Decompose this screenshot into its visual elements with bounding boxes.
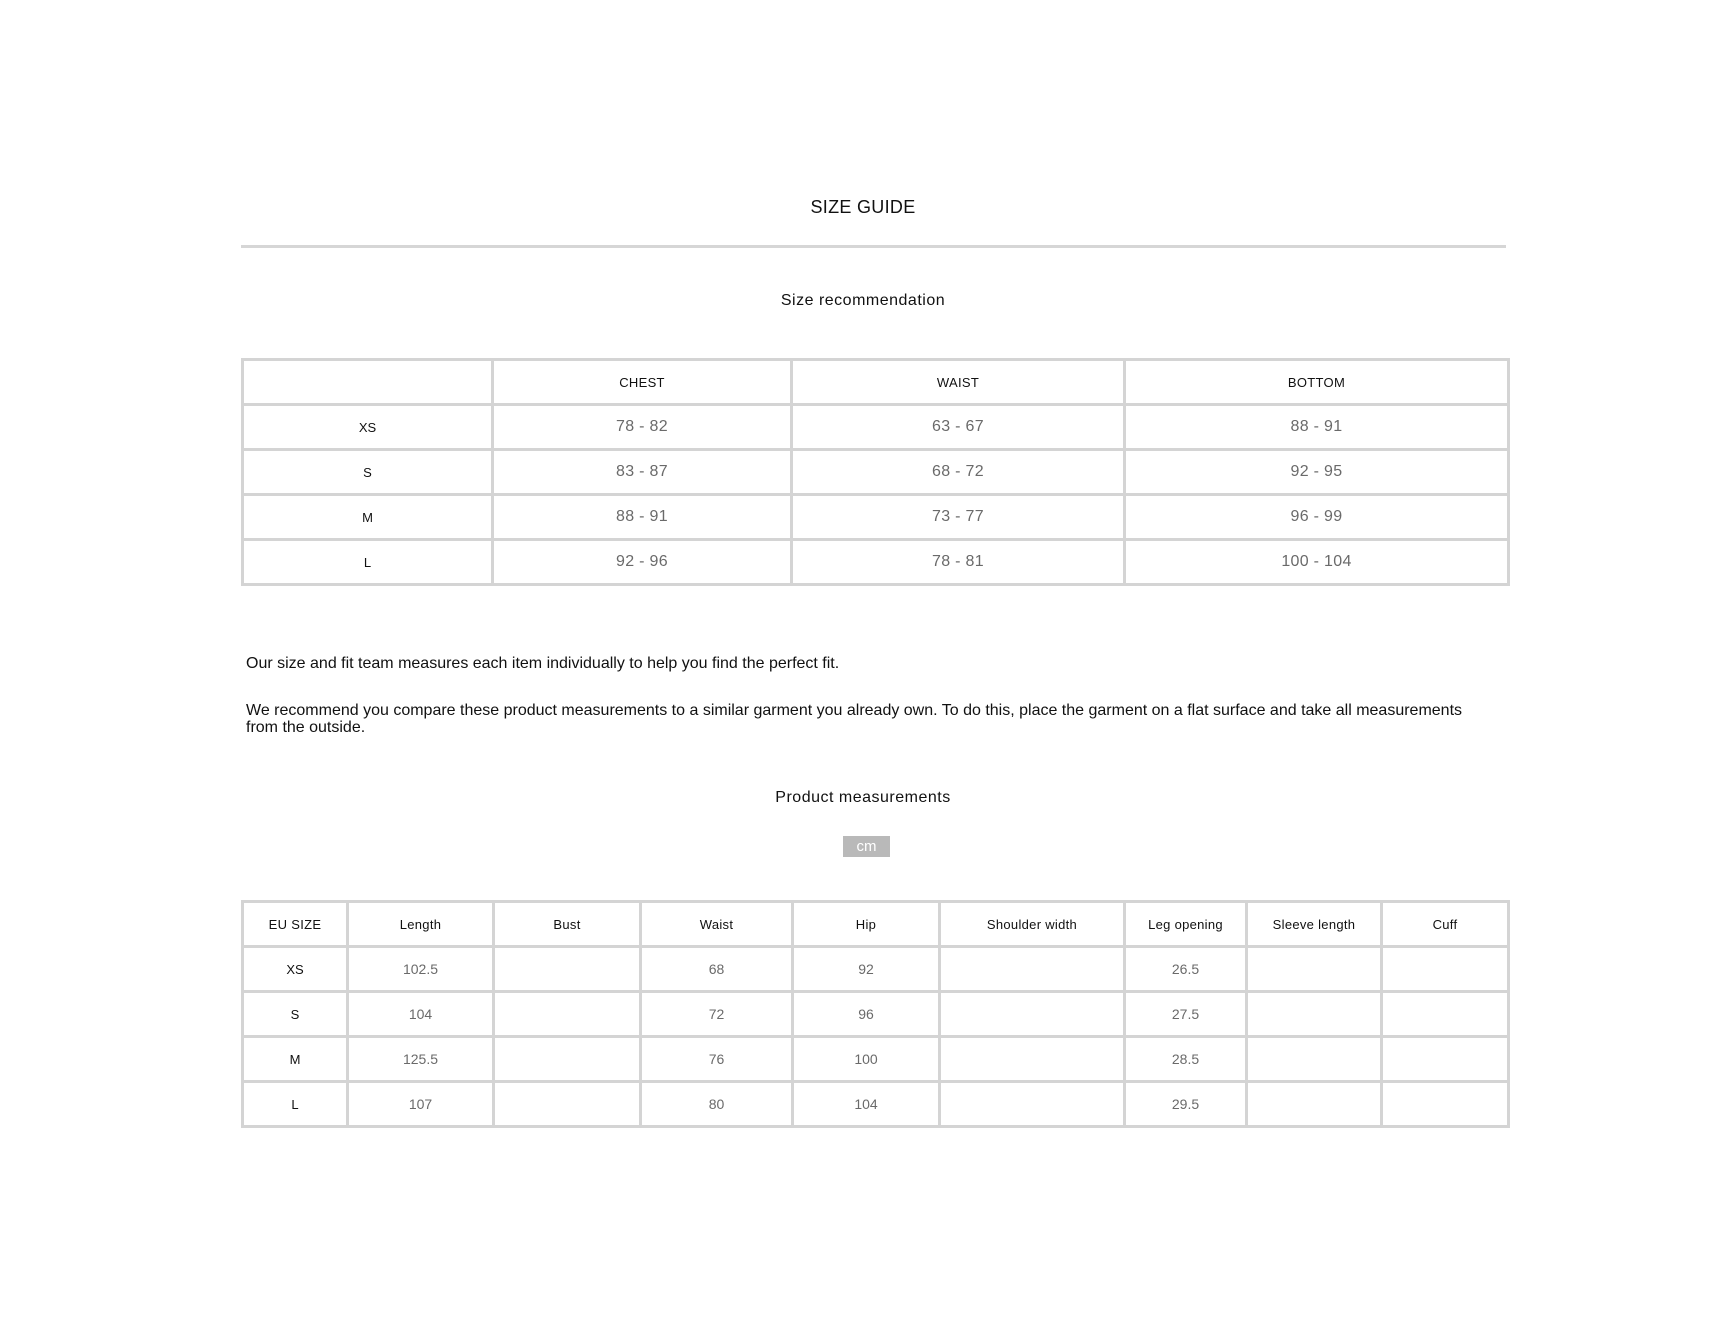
waist-value: 63 - 67 [792,405,1125,450]
bust-value [494,1037,641,1082]
length-value: 102.5 [348,947,494,992]
chest-value: 88 - 91 [493,495,792,540]
column-header-eu-size: EU SIZE [243,902,348,947]
waist-value: 76 [641,1037,793,1082]
leg-opening-value: 28.5 [1125,1037,1247,1082]
column-header-shoulder-width: Shoulder width [940,902,1125,947]
table-row [243,405,1509,450]
chest-value: 83 - 87 [493,450,792,495]
title-divider [241,245,1506,248]
table-header-row [243,902,1509,947]
size-label: S [243,450,493,495]
column-header-leg-opening: Leg opening [1125,902,1247,947]
unit-toggle-cm[interactable]: cm [843,836,890,857]
sleeve-value [1247,947,1382,992]
column-header [243,360,493,405]
column-header-sleeve-length: Sleeve length [1247,902,1382,947]
shoulder-value [940,1037,1125,1082]
size-label: L [243,1082,348,1127]
table-row [243,947,1509,992]
waist-value: 78 - 81 [792,540,1125,585]
column-header-length: Length [348,902,494,947]
leg-opening-value: 29.5 [1125,1082,1247,1127]
bottom-value: 100 - 104 [1125,540,1509,585]
waist-value: 72 [641,992,793,1037]
bottom-value: 88 - 91 [1125,405,1509,450]
size-label: XS [243,405,493,450]
sleeve-value [1247,992,1382,1037]
table-row [243,495,1509,540]
column-header-bottom: BOTTOM [1125,360,1509,405]
waist-value: 73 - 77 [792,495,1125,540]
fit-team-note: Our size and fit team measures each item individually to help you find the perfect fit. [246,655,840,672]
hip-value: 92 [793,947,940,992]
hip-value: 100 [793,1037,940,1082]
product-measurements-table [241,900,1510,1128]
chest-value: 78 - 82 [493,405,792,450]
size-recommendation-table [241,358,1510,586]
cuff-value [1382,992,1509,1037]
column-header-chest: CHEST [493,360,792,405]
table-header-row [243,360,1509,405]
table-row [243,1037,1509,1082]
size-label: M [243,1037,348,1082]
column-header-waist: Waist [641,902,793,947]
column-header-waist: WAIST [792,360,1125,405]
table-row [243,450,1509,495]
cuff-value [1382,1082,1509,1127]
size-recommendation-heading: Size recommendation [780,292,946,309]
size-label: S [243,992,348,1037]
hip-value: 104 [793,1082,940,1127]
product-measurements-heading: Product measurements [775,789,951,806]
page-title: SIZE GUIDE [810,197,916,217]
sleeve-value [1247,1037,1382,1082]
leg-opening-value: 26.5 [1125,947,1247,992]
bust-value [494,947,641,992]
chest-value: 92 - 96 [493,540,792,585]
table-row [243,540,1509,585]
size-label: M [243,495,493,540]
length-value: 107 [348,1082,494,1127]
length-value: 104 [348,992,494,1037]
cuff-value [1382,947,1509,992]
bust-value [494,1082,641,1127]
shoulder-value [940,947,1125,992]
shoulder-value [940,992,1125,1037]
measurement-advice: We recommend you compare these product measurements to a similar garment you already own. To do this, place the garment on a flat surface and take all measurements from the outside. [246,702,1463,736]
waist-value: 80 [641,1082,793,1127]
table-row [243,1082,1509,1127]
bust-value [494,992,641,1037]
cuff-value [1382,1037,1509,1082]
waist-value: 68 - 72 [792,450,1125,495]
length-value: 125.5 [348,1037,494,1082]
bottom-value: 92 - 95 [1125,450,1509,495]
waist-value: 68 [641,947,793,992]
sleeve-value [1247,1082,1382,1127]
bottom-value: 96 - 99 [1125,495,1509,540]
column-header-cuff: Cuff [1382,902,1509,947]
table-row [243,992,1509,1037]
size-label: L [243,540,493,585]
column-header-hip: Hip [793,902,940,947]
shoulder-value [940,1082,1125,1127]
leg-opening-value: 27.5 [1125,992,1247,1037]
column-header-bust: Bust [494,902,641,947]
hip-value: 96 [793,992,940,1037]
size-label: XS [243,947,348,992]
